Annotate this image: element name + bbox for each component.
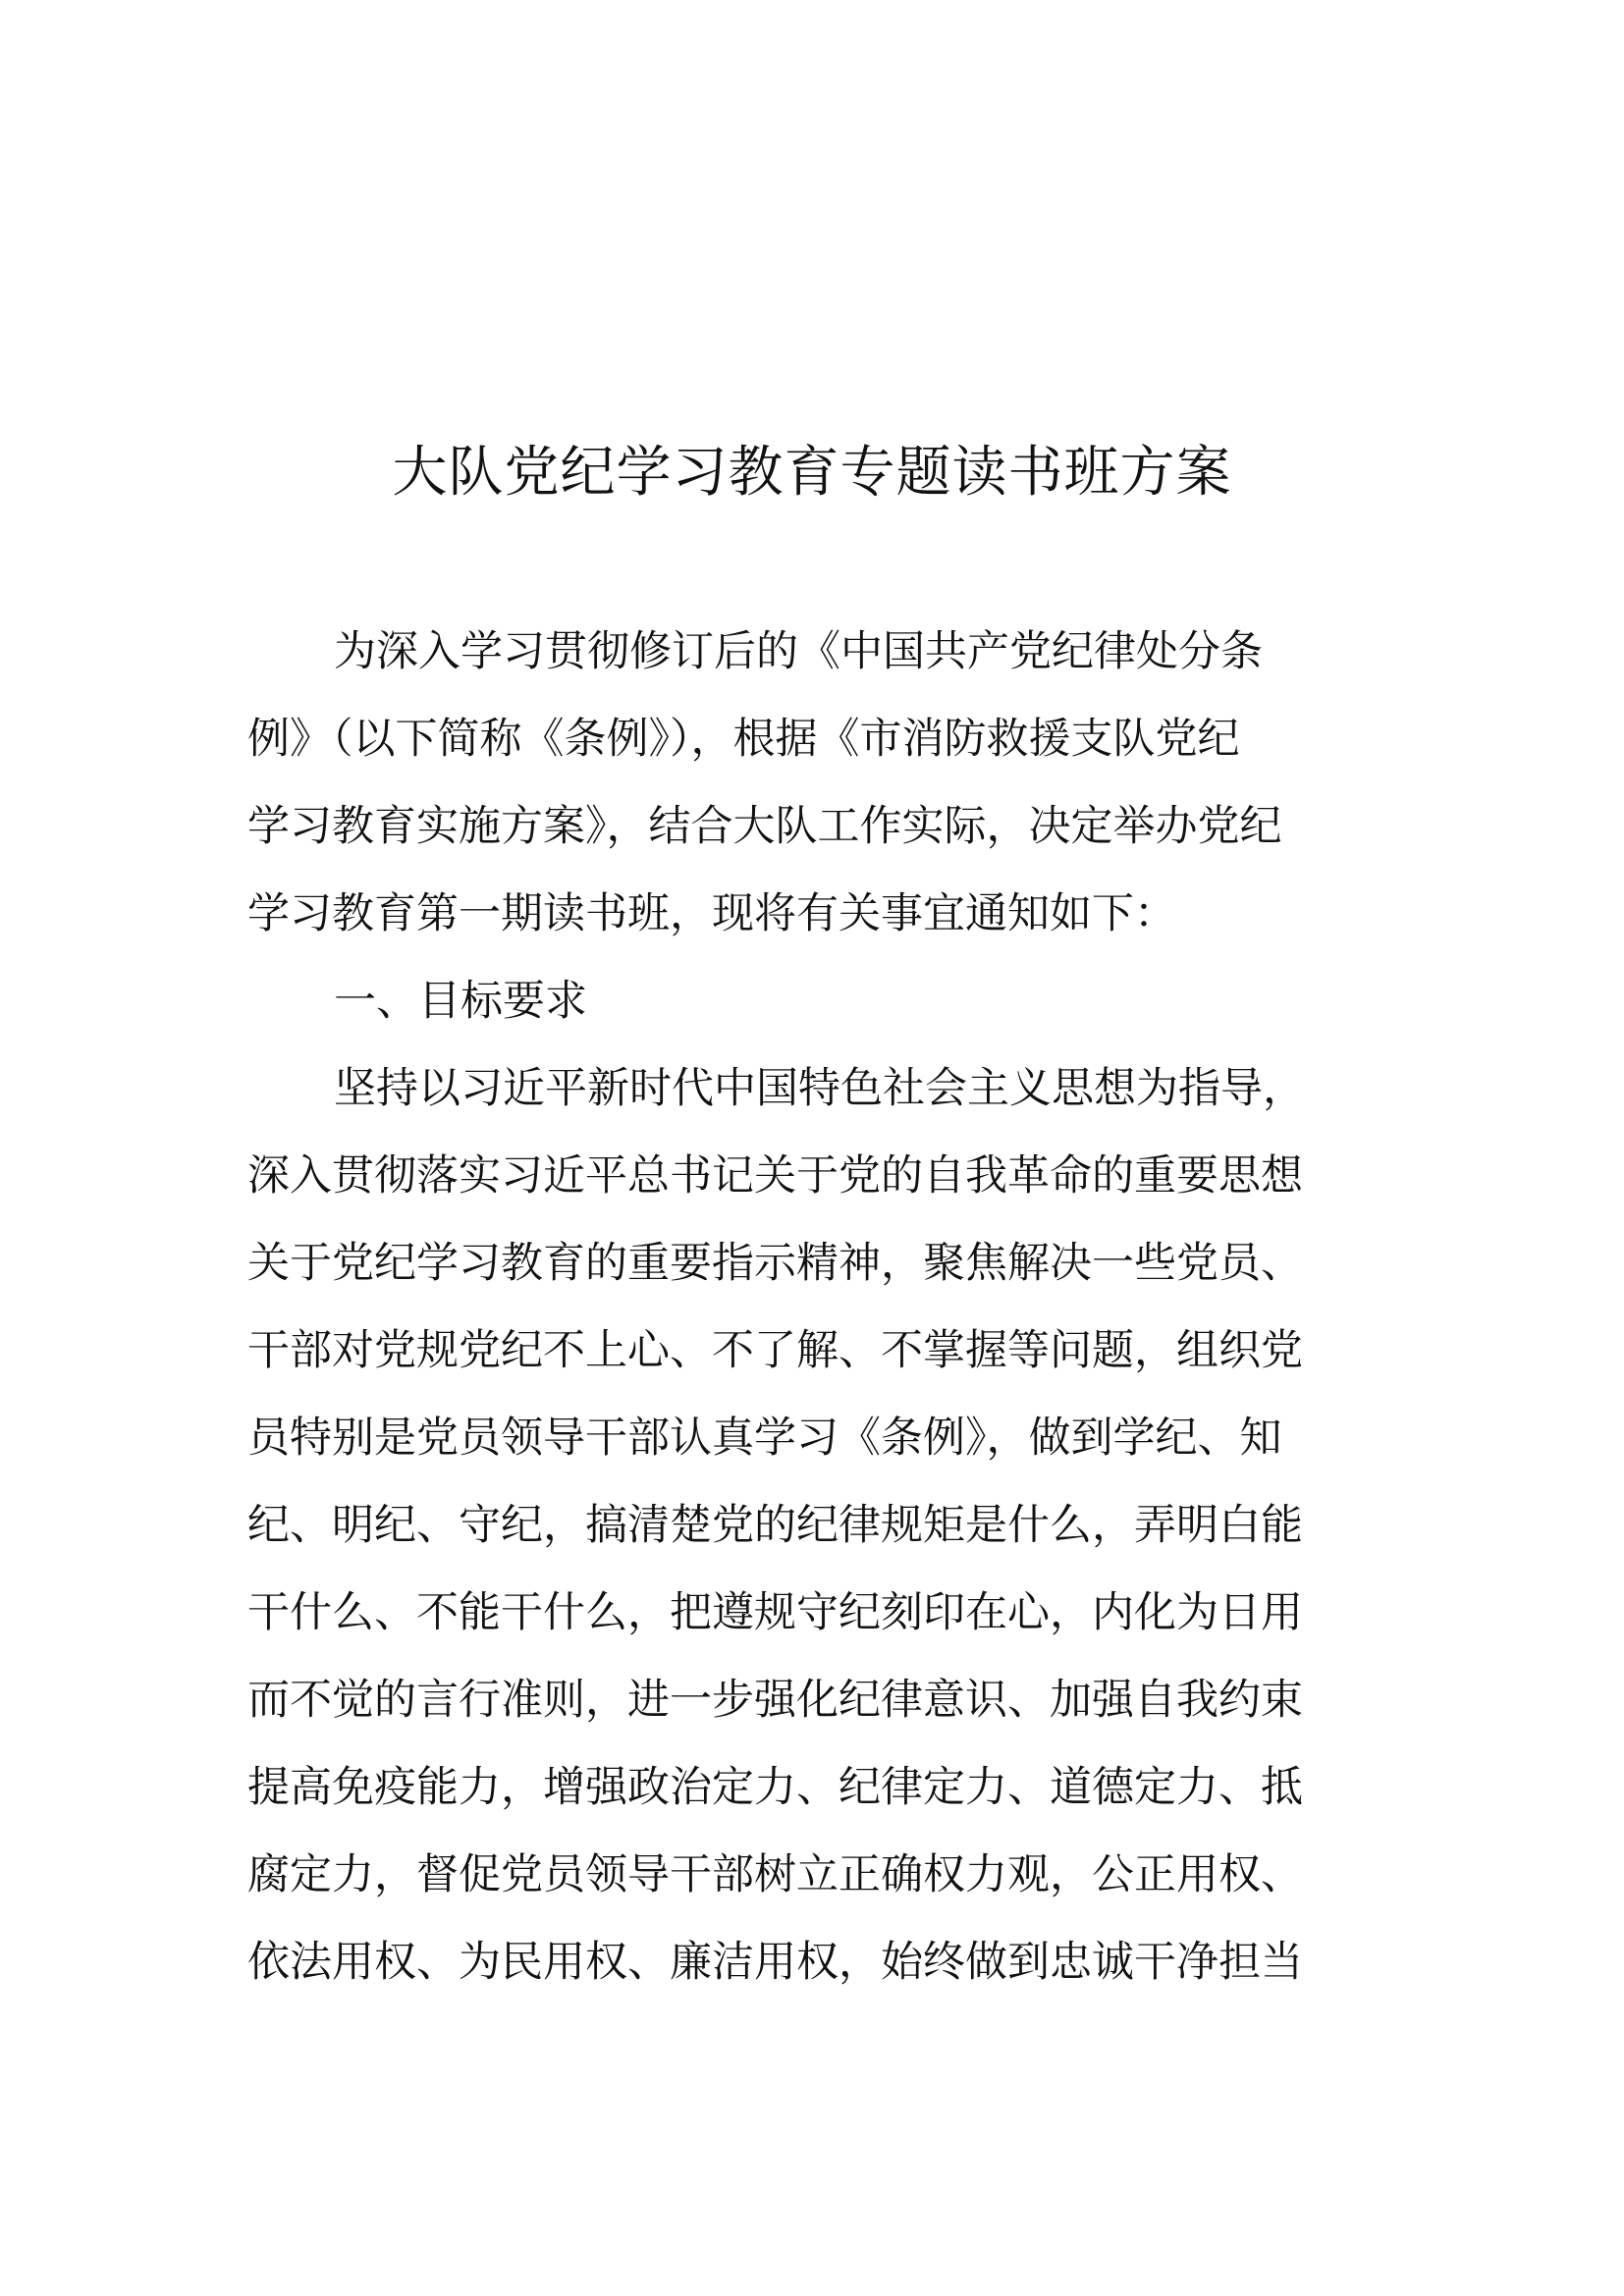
body-line: 员特别是党员领导干部认真学习《条例》，做到学纪、知 bbox=[247, 1414, 1282, 1463]
body-line: 学习教育实施方案》，结合大队工作实际，决定举办党纪 bbox=[247, 802, 1282, 851]
section-heading: 一、目标要求 bbox=[334, 977, 587, 1026]
body-line: 例》（以下简称《条例》），根据《市消防救援支队党纪 bbox=[247, 715, 1240, 764]
document-title: 大队党纪学习教育专题读书班方案 bbox=[392, 441, 1232, 505]
document-body bbox=[247, 609, 1386, 2006]
body-line: 依法用权、为民用权、廉洁用权，始终做到忠诚干净担当 bbox=[247, 1938, 1303, 1987]
body-line: 而不觉的言行准则，进一步强化纪律意识、加强自我约束 bbox=[247, 1676, 1303, 1725]
body-line: 干什么、不能干什么，把遵规守纪刻印在心，内化为日用 bbox=[247, 1588, 1303, 1637]
body-line: 坚持以习近平新时代中国特色社会主义思想为指导， bbox=[334, 1064, 1305, 1113]
body-line: 提高免疫能力，增强政治定力、纪律定力、道德定力、抵 bbox=[247, 1763, 1303, 1812]
body-line: 关于党纪学习教育的重要指示精神，聚焦解决一些党员、 bbox=[247, 1239, 1303, 1288]
body-line: 纪、明纪、守纪，搞清楚党的纪律规矩是什么，弄明白能 bbox=[247, 1501, 1303, 1550]
body-line: 干部对党规党纪不上心、不了解、不掌握等问题，组织党 bbox=[247, 1326, 1303, 1375]
body-line: 腐定力，督促党员领导干部树立正确权力观，公正用权、 bbox=[247, 1850, 1303, 1899]
body-line: 深入贯彻落实习近平总书记关于党的自我革命的重要思想 bbox=[247, 1151, 1303, 1201]
body-line: 学习教育第一期读书班，现将有关事宜通知如下： bbox=[247, 889, 1176, 938]
body-line: 为深入学习贯彻修订后的《中国共产党纪律处分条 bbox=[334, 627, 1263, 676]
